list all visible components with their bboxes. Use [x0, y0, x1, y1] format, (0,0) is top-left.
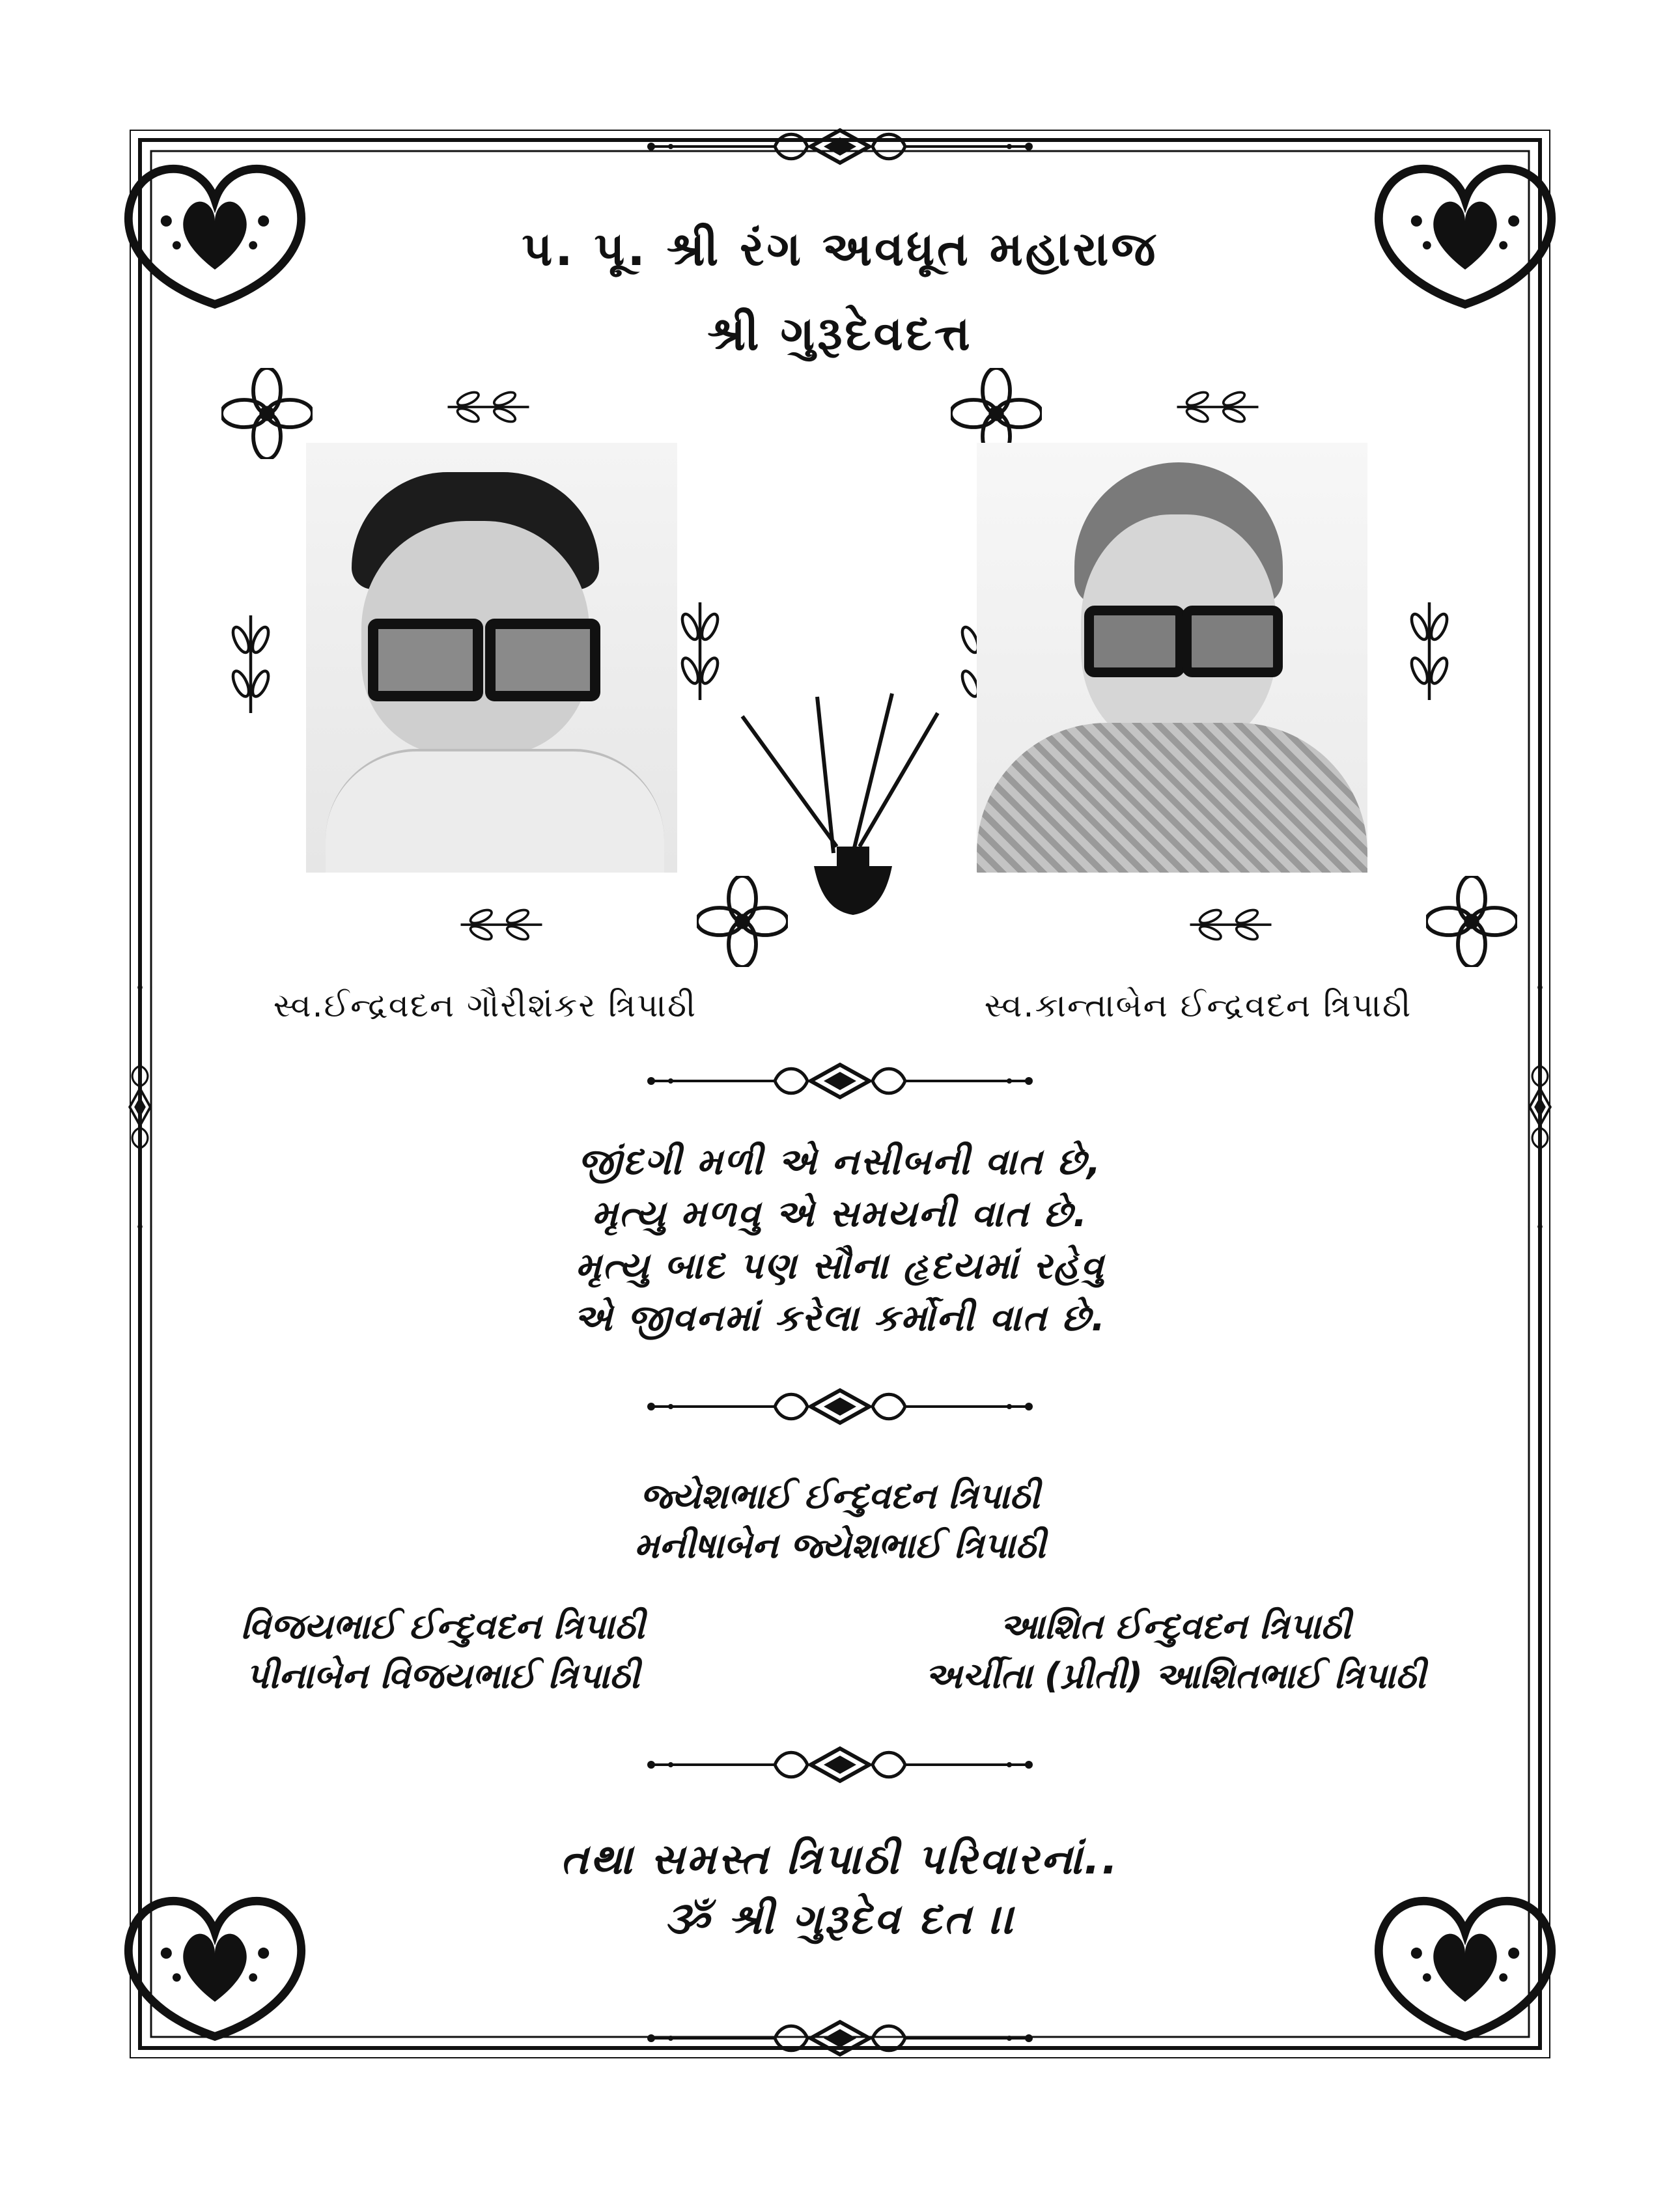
poem [0, 1136, 1680, 1345]
portrait-right [977, 443, 1367, 873]
closing-line: તથા સમસ્ત ત્રિપાઠી પરિવારનાં.. [560, 1836, 1120, 1884]
family-name: અર્ચીતા (પ્રીતી) આશિતભાઈ ત્રિપાઠી [925, 1655, 1426, 1696]
family-center [0, 1472, 1680, 1571]
poem-line: જીંદગી મળી એ નસીબની વાત છે, [578, 1141, 1102, 1183]
family-name: વિજયભાઈ ઈન્દુવદન ત્રિપાઠી [240, 1606, 645, 1647]
caption-right: સ્વ.કાન્તાબેન ઈન્દ્રવદન ત્રિપાઠી [984, 987, 1412, 1024]
family-name: જ્યેશભાઈ ઈન્દુવદન ત્રિપાઠી [640, 1476, 1040, 1517]
caption-left: સ્વ.ઈન્દ્રવદન ગૌરીશંકર ત્રિપાઠી [273, 987, 697, 1024]
closing-blessing: ૐ શ્રી ગુરૂદેવ દત ।। [664, 1896, 1016, 1944]
family-name: આશિત ઈન્દુવદન ત્રિપાઠી [1000, 1606, 1351, 1647]
portrait-left [306, 443, 677, 873]
incense-icon [742, 694, 938, 915]
poem-line: એ જીવનમાં કરેલા કર્મોની વાત છે. [574, 1297, 1106, 1339]
family-right [827, 1602, 1524, 1701]
poem-line: મૃત્યુ બાદ પણ સૌના હૃદયમાં રહેવુ [575, 1245, 1105, 1287]
closing [0, 1830, 1680, 1950]
family-name: મનીષાબેન જ્યેશભાઈ ત્રિપાઠી [634, 1525, 1046, 1566]
family-left [150, 1602, 736, 1701]
header-subtitle: શ્રી ગુરૂદેવદત્ત [707, 306, 973, 361]
family-name: પીનાબેન વિજયભાઈ ત્રિપાઠી [245, 1655, 640, 1696]
poem-line: મૃત્યુ મળવુ એ સમયની વાત છે. [591, 1193, 1089, 1235]
header-title: પ. પૂ. શ્રી રંગ અવધૂત મહારાજ [522, 221, 1158, 276]
